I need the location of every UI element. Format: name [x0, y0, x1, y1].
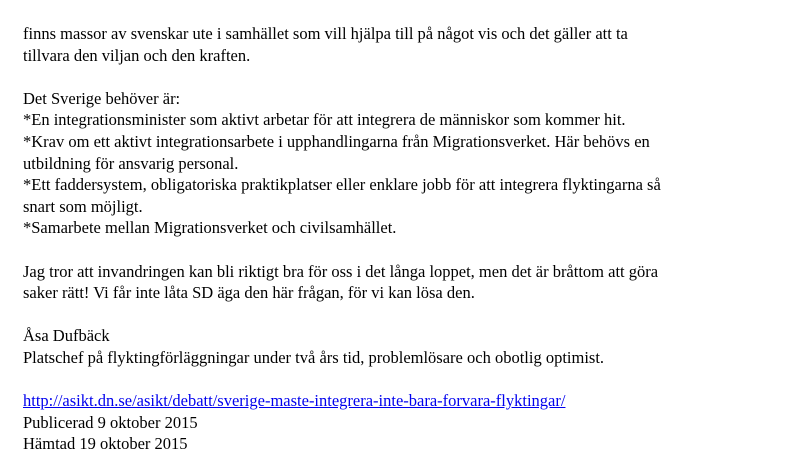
needs-item-2: *Krav om ett aktivt integrationsarbete i upphandlingarna från Migrationsverket. Här behövs en	[23, 131, 650, 151]
paragraph-gap	[23, 369, 783, 391]
conclusion-line: Jag tror att invandringen kan bli riktigt bra för oss i det långa loppet, men det är bråttom att göra	[23, 261, 659, 281]
needs-item-1: *En integrationsminister som aktivt arbetar för att integrera de människor som kommer hit.	[23, 110, 626, 130]
author-name: Åsa Dufbäck	[23, 326, 110, 346]
needs-item-4: *Samarbete mellan Migrationsverket och civilsamhället.	[23, 218, 397, 238]
needs-heading: Det Sverige behöver är:	[23, 88, 181, 108]
source-line	[23, 390, 783, 412]
needs-item-3-cont: snart som möjligt.	[23, 196, 143, 216]
document-body	[23, 23, 783, 455]
intro-line: finns massor av svenskar ute i samhället som vill hjälpa till på något vis och det gäller att ta	[23, 24, 628, 43]
retrieved-date: Hämtad 19 oktober 2015	[23, 434, 188, 454]
paragraph-gap	[23, 66, 783, 88]
needs-item-3: *Ett faddersystem, obligatoriska praktikplatser eller enklare jobb för att integrera flyktingarna så	[23, 175, 661, 195]
conclusion-line: saker rätt! Vi får inte låta SD äga den här frågan, för vi kan lösa den.	[23, 283, 475, 303]
intro-line: tillvara den viljan och den kraften.	[23, 45, 251, 65]
published-date: Publicerad 9 oktober 2015	[23, 412, 198, 432]
source-link[interactable]: http://asikt.dn.se/asikt/debatt/sverige-maste-integrera-inte-bara-forvara-flyktingar/	[23, 391, 566, 411]
paragraph-gap	[23, 239, 783, 261]
paragraph-gap	[23, 304, 783, 326]
author-title: Platschef på flyktingförläggningar under två års tid, problemlösare och obotlig optimist.	[23, 347, 605, 367]
needs-item-2-cont: utbildning för ansvarig personal.	[23, 153, 239, 173]
